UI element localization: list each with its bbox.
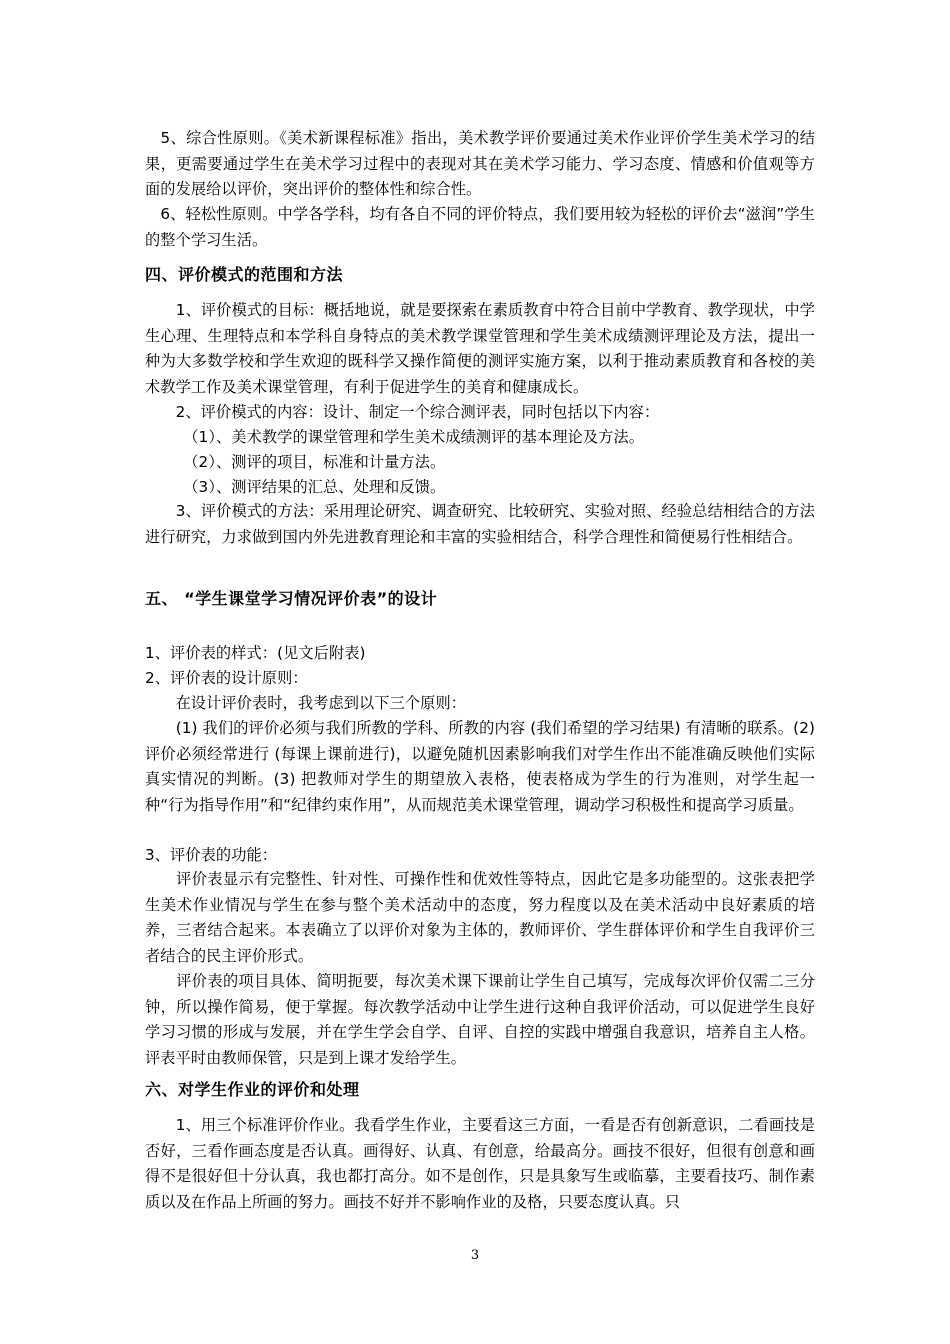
paragraph-principles-intro: 在设计评价表时，我考虑到以下三个原则： — [145, 694, 467, 712]
section-heading-6: 六、对学生作业的评价和处理 — [145, 1080, 360, 1099]
paragraph-form-style: 1、评价表的样式：(见文后附表) — [145, 644, 366, 662]
list-item-content-2: （2）、测评的项目，标准和计量方法。 — [145, 453, 446, 471]
list-item-content-3: （3）、测评结果的汇总、处理和反馈。 — [145, 478, 446, 496]
paragraph-three-principles: (1) 我们的评价必须与我们所教的学科、所教的内容 (我们希望的学习结果) 有清晰的联系。(2) 评价必须经常进行 (每课上课前进行)，以避免随机因素影响我们对学生作出不能准确反映他们实际真实情况的判断。(3) 把教师对学生的期望放入表格，使表格成为学生的行为准则，对学生起一种“行为指导作用”和“纪律约束作用”，从而规范美术课堂管理，调动学习积极性和提高学习质量。 — [145, 719, 815, 814]
paragraph-form-principles: 2、评价表的设计原则： — [145, 669, 308, 687]
section-heading-4: 四、评价模式的范围和方法 — [145, 265, 344, 284]
section-heading-5: 五、 “学生课堂学习情况评价表”的设计 — [145, 589, 438, 608]
page-number: 3 — [470, 1248, 480, 1263]
list-item-content-1: （1）、美术教学的课堂管理和学生美术成绩测评的基本理论及方法。 — [145, 428, 645, 446]
paragraph-function-detail: 评价表显示有完整性、针对性、可操作性和优效性等特点，因此它是多功能型的。这张表把学生美术作业情况与学生在参与整个美术活动中的态度，努力程度以及在美术活动中良好素质的培养，三者结合起来。本表确立了以评价对象为主体的，教师评价、学生群体评价和学生自我评价三者结合的民主评价形式。 — [145, 870, 815, 965]
paragraph-form-items: 评价表的项目具体、简明扼要，每次美术课下课前让学生自己填写，完成每次评价仅需二三分钟，所以操作简易，便于掌握。每次教学活动中让学生进行这种自我评价活动，可以促进学生良好学习习惯的形成与发展，并在学生学会自学、自评、自控的实践中增强自我意识，培养自主人格。评表平时由教师保管，只是到上课才发给学生。 — [145, 972, 815, 1067]
paragraph-grading-standards: 1、用三个标准评价作业。我看学生作业，主要看这三方面，一看是否有创新意识，二看画技是否好，三看作画态度是否认真。画得好、认真、有创意，给最高分。画技不很好，但很有创意和画得不是很好但十分认真，我也都打高分。如不是创作，只是具象写生或临摹，主要看技巧、制作素质以及在作品上所画的努力。画技不好并不影响作业的及格，只要态度认真。只 — [145, 1116, 815, 1211]
paragraph-model-goal: 1、评价模式的目标：概括地说，就是要探索在素质教育中符合目前中学教育、教学现状，中学生心理、生理特点和本学科自身特点的美术教学课堂管理和学生美术成绩测评理论及方法，提出一种为大多数学校和学生欢迎的既科学又操作简便的测评实施方案，以利于推动素质教育和各校的美术教学工作及美术课堂管理，有利于促进学生的美育和健康成长。 — [145, 301, 815, 396]
paragraph-form-function: 3、评价表的功能： — [145, 846, 278, 864]
paragraph-principle-5: 5、综合性原则。《美术新课程标准》指出，美术教学评价要通过美术作业评价学生美术学习的结果，更需要通过学生在美术学习过程中的表现对其在美术学习能力、学习态度、情感和价值观等方面的发展给以评价，突出评价的整体性和综合性。 — [145, 129, 815, 199]
paragraph-principle-6: 6、轻松性原则。中学各学科，均有各自不同的评价特点，我们要用较为轻松的评价去“滋润”学生的整个学习生活。 — [145, 205, 815, 249]
paragraph-model-content: 2、评价模式的内容：设计、制定一个综合测评表，同时包括以下内容： — [145, 403, 660, 421]
paragraph-model-method: 3、评价模式的方法：采用理论研究、调查研究、比较研究、实验对照、经验总结相结合的方法进行研究，力求做到国内外先进教育理论和丰富的实验相结合，科学合理性和简便易行性相结合。 — [145, 502, 815, 546]
